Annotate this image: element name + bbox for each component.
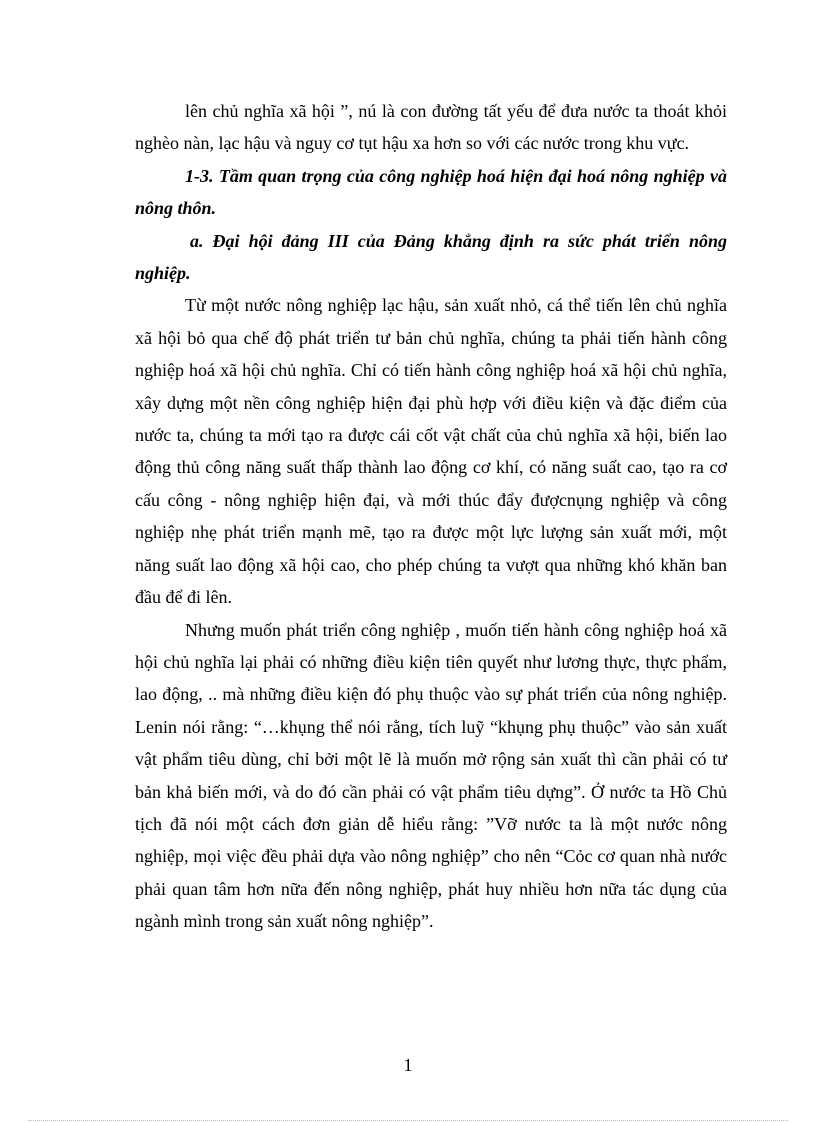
subsection-heading-a: a. Đại hội đảng III của Đảng khẳng định ra sức phát triển nông nghiệp. (135, 230, 727, 284)
paragraph-body-1: Từ một nước nông nghiệp lạc hậu, sản xuất nhỏ, cá thể tiến lên chủ nghĩa xã hội bỏ qua chế độ phát triển tư bản chủ nghĩa, chúng ta phải tiến hành công nghiệp hoá xã hội chủ nghĩa. Chỉ có tiến hành công nghiệp hoá xã hội chủ nghĩa, xây dựng một nền công nghiệp hiện đại phù hợp với điều kiện và đặc điểm của nước ta, chúng ta mới tạo ra được cái cốt vật chất của chủ nghĩa xã hội, biến lao động thủ công năng suất thấp thành lao động cơ khí, có năng suất cao, tạo ra cơ cấu công - nông nghiệp hiện đại, và mới thúc đẩy đượcnụng nghiệp và công nghiệp nhẹ phát triển mạnh mẽ, tạo ra được một lực lượng sản xuất mới, một năng suất lao động xã hội cao, cho phép chúng ta vượt qua những khó khăn ban đầu để đi lên. (135, 295, 727, 608)
page-bottom-edge (28, 1120, 788, 1121)
paragraph-body-2: Nhưng muốn phát triển công nghiệp , muốn tiến hành công nghiệp hoá xã hội chủ nghĩa lại phải có những điều kiện tiên quyết như lương thực, thực phẩm, lao động, .. mà những điều kiện đó phụ thuộc vào sự phát triển của nông nghiệp. Lenin nói rằng: “…khụng thể nói rằng, tích luỹ “khụng phụ thuộc” vào sản xuất vật phẩm tiêu dùng, chỉ bởi một lẽ là muốn mở rộng sản xuất thì cần phải có tư bản khả biến mới, và do đó cần phải có vật phẩm tiêu dựng”. Ở nước ta Hồ Chủ tịch đã nói một cách đơn giản dễ hiểu rằng: ”Vỡ nước ta là một nước nông nghiệp, mọi việc đều phải dựa vào nông nghiệp” cho nên “Cỏc cơ quan nhà nước phải quan tâm hơn nữa đến nông nghiệp, phát huy nhiều hơn nữa tác dụng của ngành mình trong sản xuất nông nghiệp”. (135, 619, 727, 932)
paragraph-intro-continuation: lên chủ nghĩa xã hội ”, nú là con đường tất yếu để đưa nước ta thoát khỏi nghèo nàn, lạc hậu và nguy cơ tụt hậu xa hơn so với các nước trong khu vực. (135, 101, 727, 154)
page-content (135, 95, 727, 938)
section-heading-1-3: 1-3. Tầm quan trọng của công nghiệp hoá hiện đại hoá nông nghiệp và nông thôn. (135, 165, 727, 219)
page-number: 1 (403, 1055, 413, 1075)
